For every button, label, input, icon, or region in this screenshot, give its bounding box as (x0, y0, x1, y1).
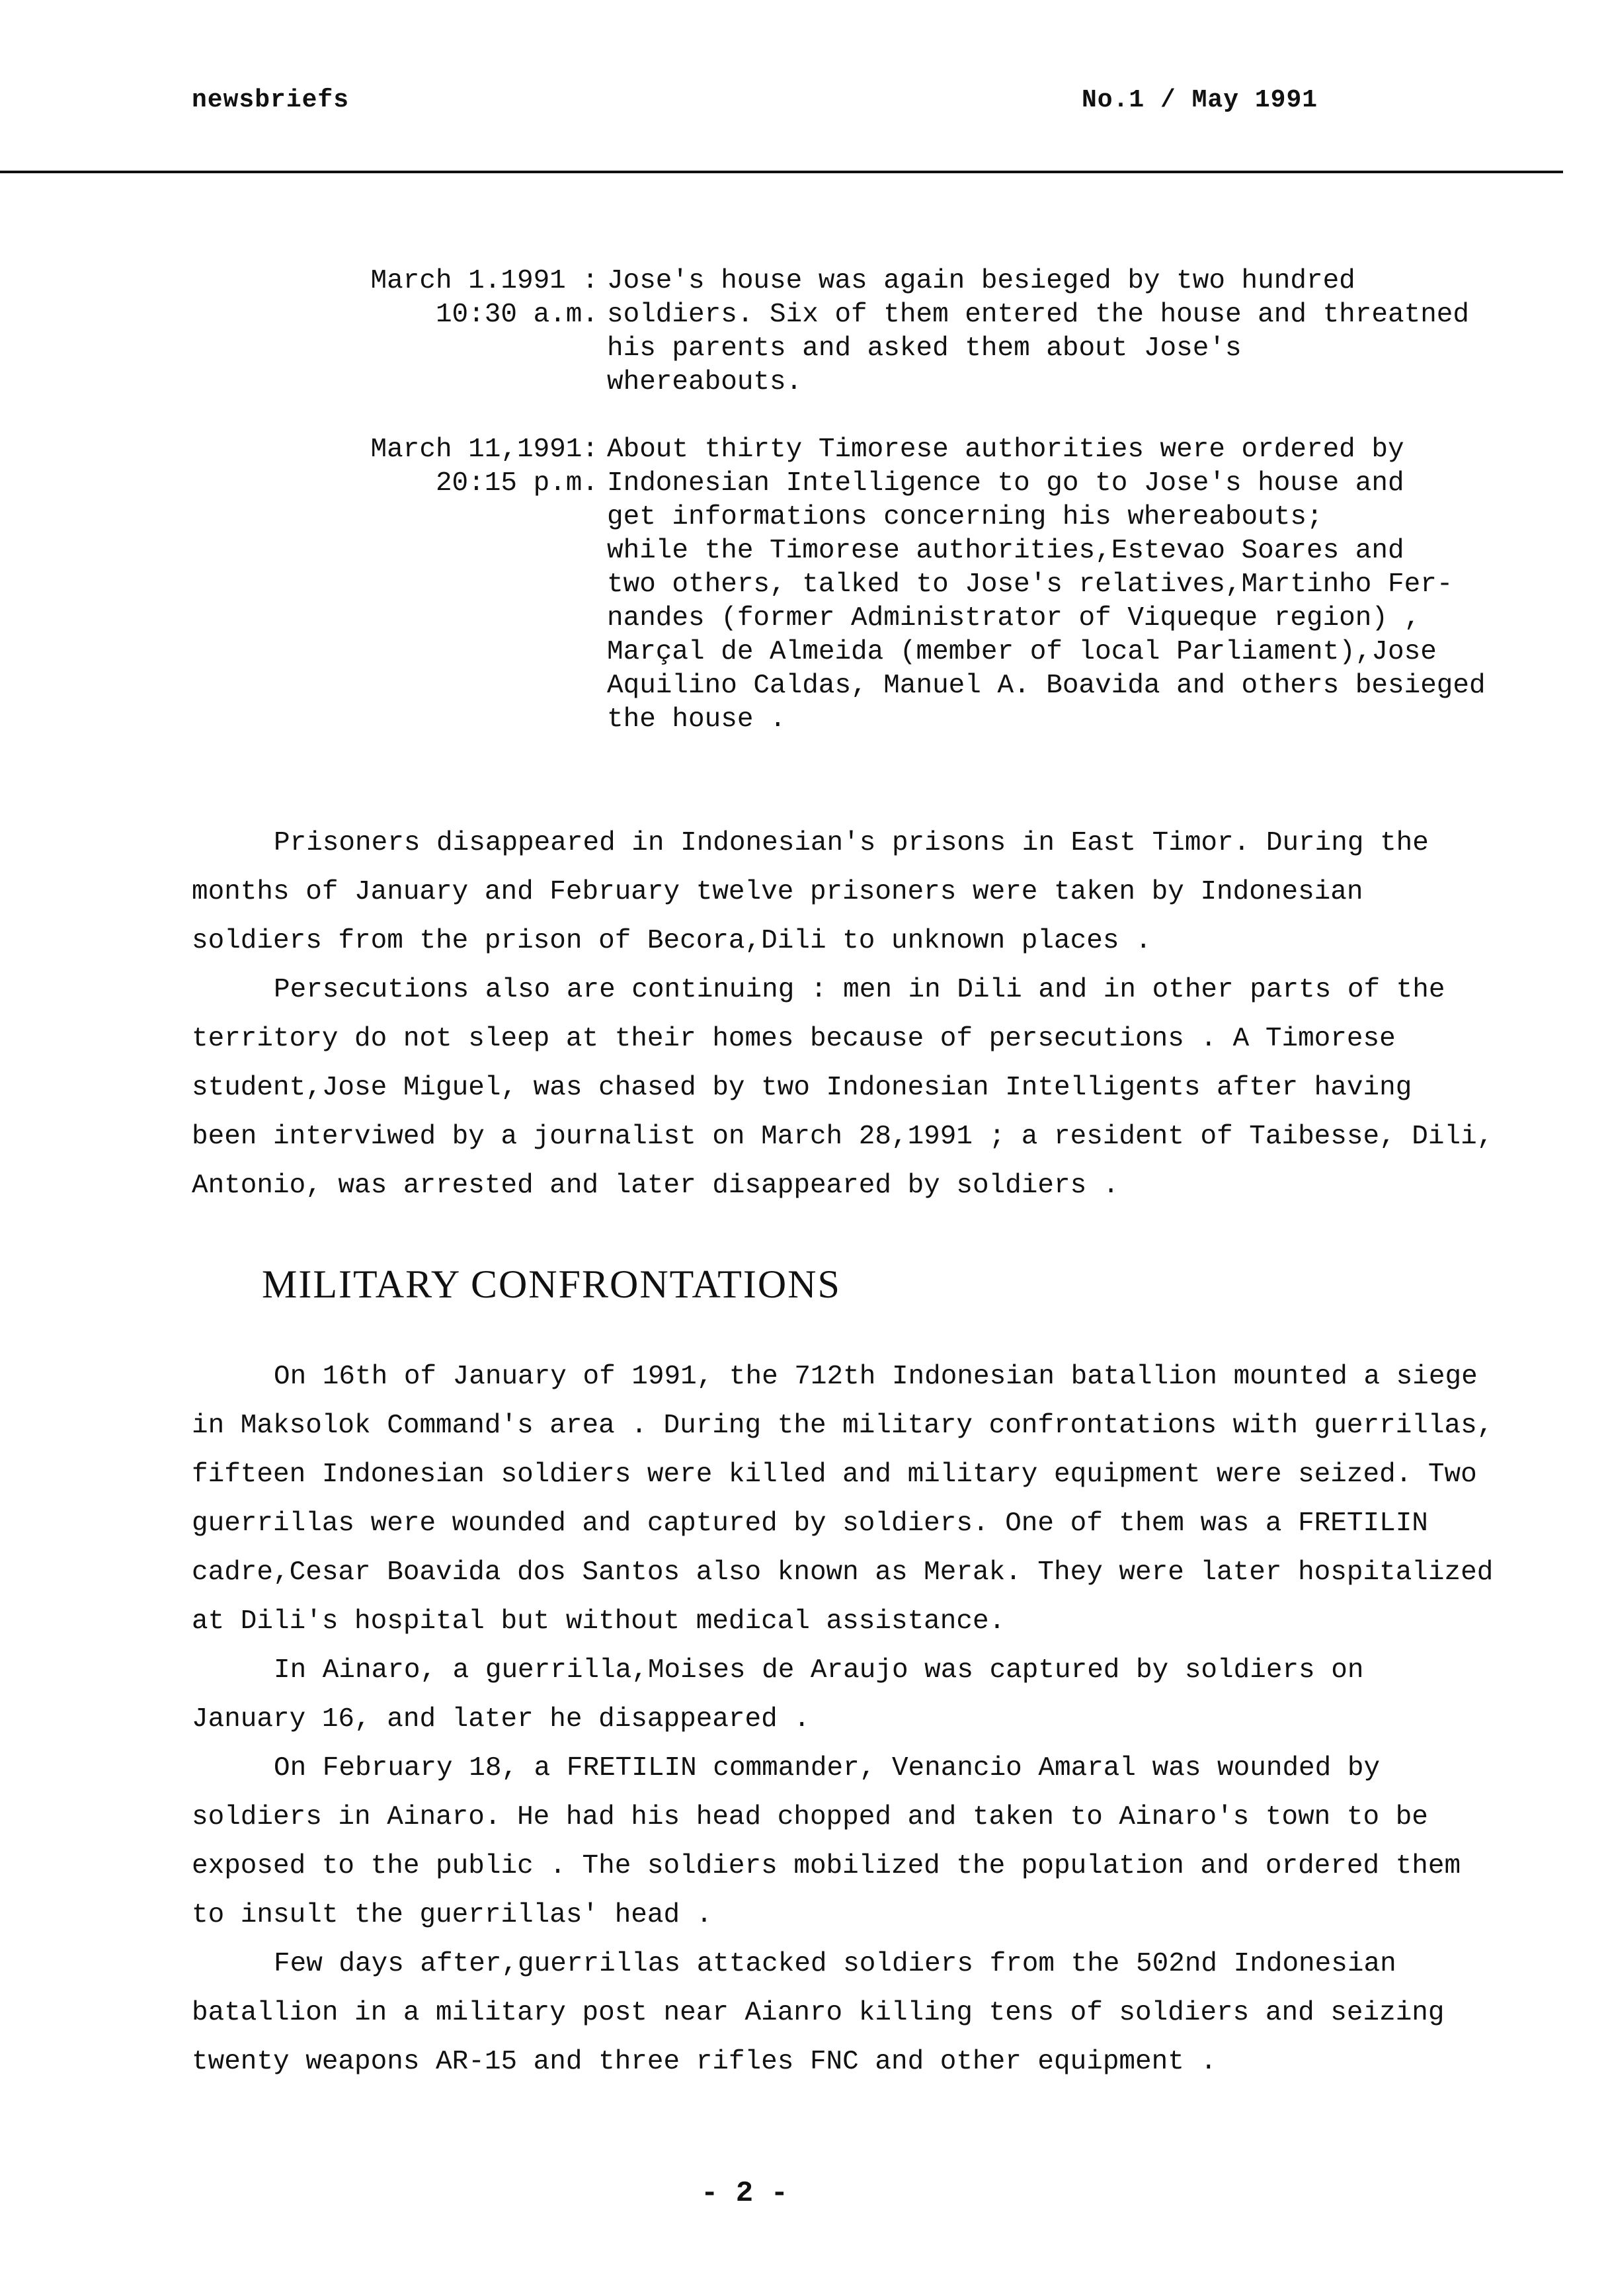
entry-line: Jose's house was again besieged by two hundred (607, 266, 1355, 296)
entry-line: the house . (607, 704, 786, 735)
body-line: student,Jose Miguel, was chased by two Indonesian Intelligents after having (192, 1073, 1412, 1103)
prisoners-paragraphs (192, 819, 1527, 1210)
entry-line: his parents and asked them about Jose's (607, 333, 1242, 364)
body-line: guerrillas were wounded and captured by soldiers. One of them was a FRETILIN (192, 1508, 1428, 1539)
body-line: soldiers in Ainaro. He had his head chopped and taken to Ainaro's town to be (192, 1802, 1428, 1832)
entry-time: 10:30 a.m. (435, 300, 598, 330)
body-line: to insult the guerrillas' head . (192, 1900, 713, 1930)
body-line: On February 18, a FRETILIN commander, Venancio Amaral was wounded by (274, 1753, 1381, 1784)
body-line: batallion in a military post near Aianro killing tens of soldiers and seizing (192, 1998, 1445, 2028)
body-line: Prisoners disappeared in Indonesian's prisons in East Timor. During the (274, 828, 1429, 858)
entry-date: March 11,1991: (370, 434, 598, 465)
body-line: in Maksolok Command's area . During the military confrontations with guerrillas, (192, 1411, 1494, 1441)
body-line: at Dili's hospital but without medical assistance. (192, 1606, 1006, 1637)
section-heading: MILITARY CONFRONTATIONS (262, 1262, 841, 1306)
entry-line: whereabouts. (607, 367, 803, 397)
body-line: soldiers from the prison of Becora,Dili to unknown places . (192, 926, 1152, 956)
body-line: In Ainaro, a guerrilla,Moises de Araujo was captured by soldiers on (274, 1655, 1364, 1686)
body-line: fifteen Indonesian soldiers were killed and military equipment were seized. Two (192, 1459, 1477, 1490)
entry-line: soldiers. Six of them entered the house and threatned (607, 300, 1470, 330)
body-line: Persecutions also are continuing : men in Dili and in other parts of the (274, 975, 1445, 1005)
page-number: - 2 - (701, 2177, 789, 2210)
entry-line: get informations concerning his whereabouts; (607, 502, 1323, 532)
entry-line: Indonesian Intelligence to go to Jose's house and (607, 468, 1404, 499)
body-line: On 16th of January of 1991, the 712th Indonesian batallion mounted a siege (274, 1362, 1478, 1392)
body-line: January 16, and later he disappeared . (192, 1704, 810, 1735)
body-line: months of January and February twelve prisoners were taken by Indonesian (192, 877, 1363, 907)
header-rule (0, 171, 1563, 173)
entry-date: March 1.1991 : (370, 266, 598, 296)
entry-line: nandes (former Administrator of Viqueque region) , (607, 603, 1421, 634)
body-line: territory do not sleep at their homes because of persecutions . A Timorese (192, 1024, 1396, 1054)
body-line: Antonio, was arrested and later disappeared by soldiers . (192, 1170, 1119, 1201)
publication-name: newsbriefs (192, 86, 350, 114)
body-line: exposed to the public . The soldiers mobilized the population and ordered them (192, 1851, 1461, 1881)
body-line: Few days after,guerrillas attacked soldiers from the 502nd Indonesian (274, 1949, 1396, 1979)
body-line: cadre,Cesar Boavida dos Santos also known as Merak. They were later hospitalized (192, 1557, 1494, 1588)
military-paragraphs (192, 1352, 1527, 2086)
body-line: been interviwed by a journalist on March 28,1991 ; a resident of Taibesse, Dili, (192, 1122, 1494, 1152)
entry-text (607, 265, 1533, 399)
entry-time: 20:15 p.m. (435, 468, 598, 499)
entry-line: two others, talked to Jose's relatives,Martinho Fer- (607, 569, 1453, 600)
entry-text (607, 433, 1533, 737)
issue-info: No.1 / May 1991 (1082, 86, 1318, 114)
body-line: twenty weapons AR-15 and three rifles FNC and other equipment . (192, 2047, 1217, 2077)
entry-line: About thirty Timorese authorities were ordered by (607, 434, 1404, 465)
entry-line: while the Timorese authorities,Estevao Soares and (607, 536, 1404, 566)
entry-line: Marçal de Almeida (member of local Parliament),Jose (607, 637, 1437, 667)
entry-line: Aquilino Caldas, Manuel A. Boavida and others besieged (607, 671, 1486, 701)
